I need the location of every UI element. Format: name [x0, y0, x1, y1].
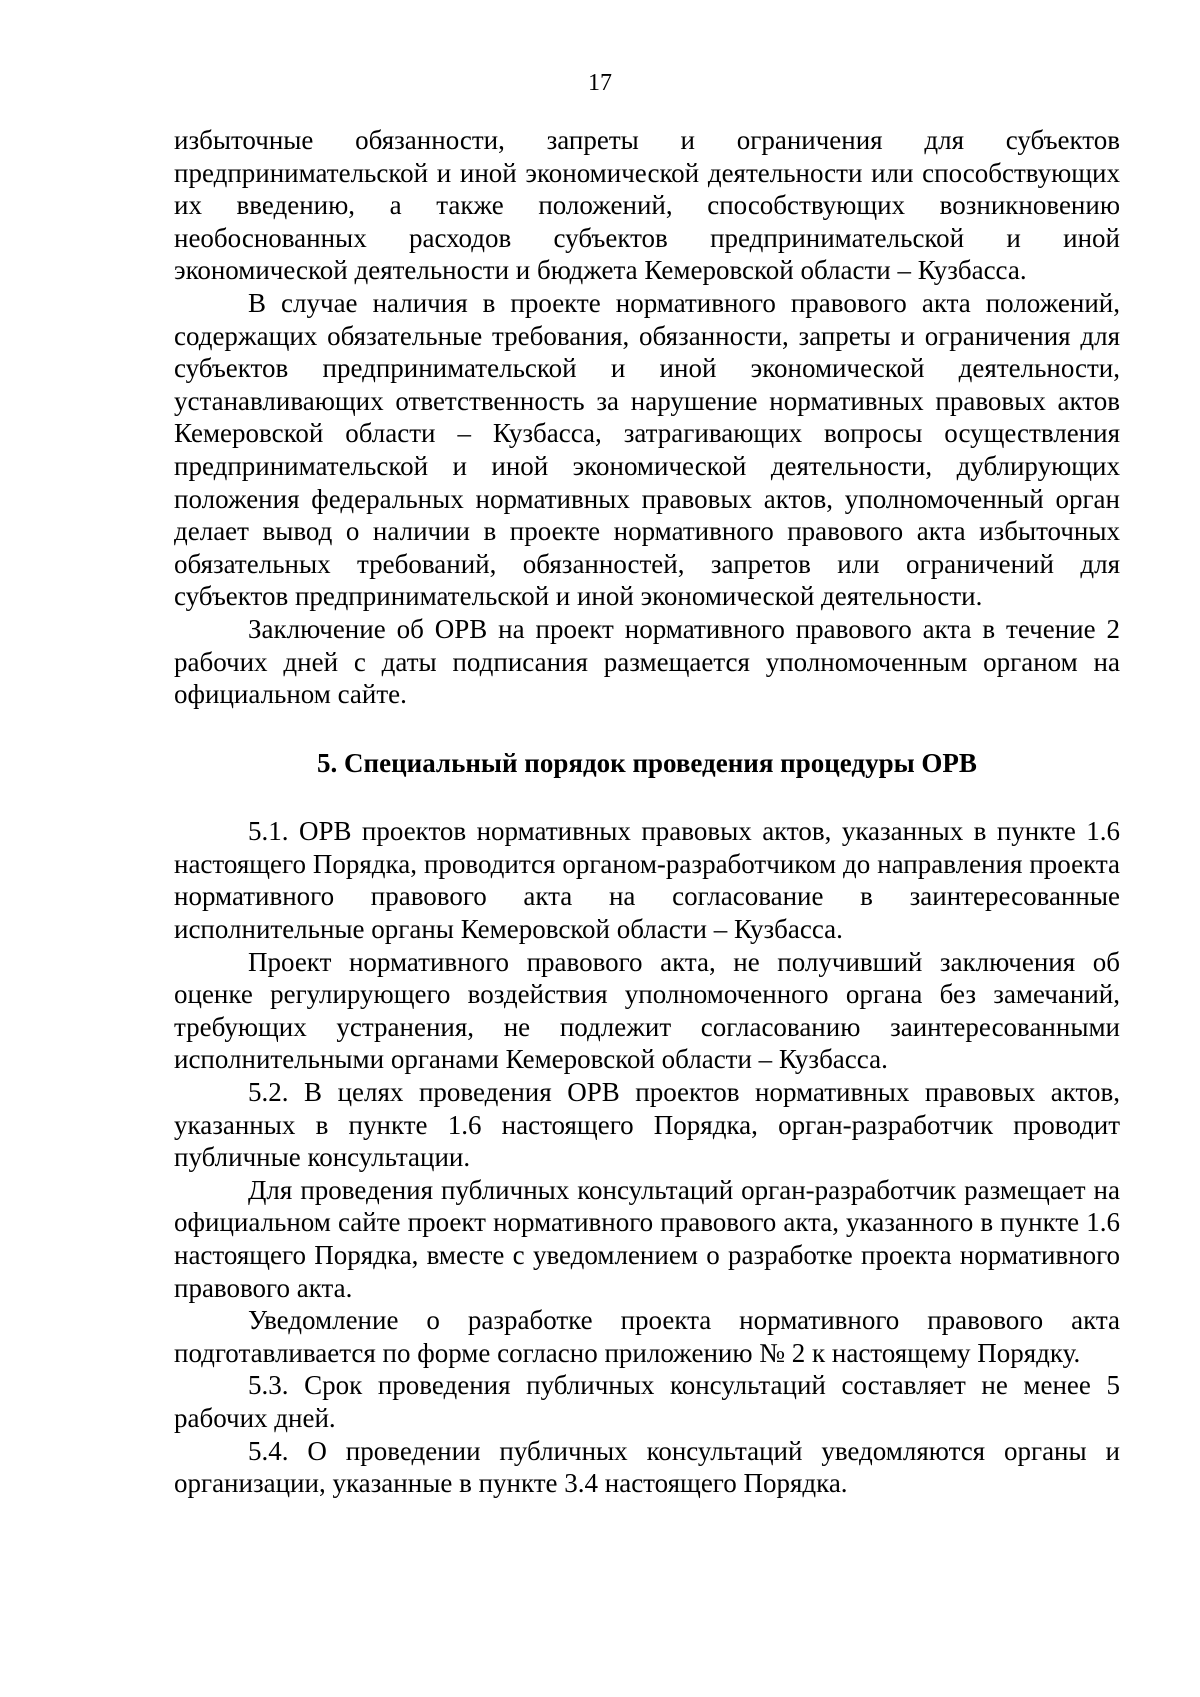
paragraph: Заключение об ОРВ на проект нормативного правового акта в течение 2 рабочих дней с даты подписания размещается уполномоченным органом на официальном сайте.	[174, 613, 1120, 710]
paragraph: Проект нормативного правового акта, не получивший заключения об оценке регулирующего воздействия уполномоченного органа без замечаний, требующих устранения, не подлежит согласованию заинтересованными исполнительными органами Кемеровской области – Кузбасса.	[174, 946, 1120, 1075]
paragraph: 5.1. ОРВ проектов нормативных правовых актов, указанных в пункте 1.6 настоящего Порядка, проводится органом-разработчиком до направления проекта нормативного правового акта на согласование в заинтересованные исполнительные органы Кемеровской области – Кузбасса.	[174, 816, 1120, 945]
paragraph-continuation: избыточные обязанности, запреты и ограничения для субъектов предпринимательской и иной экономической деятельности или способствующих их введению, а также положений, способствующих возникновению необоснованных расходов субъектов предпринимательской и иной экономической деятельности и бюджета Кемеровской области – Кузбасса.	[174, 125, 1120, 286]
document-body	[174, 124, 1120, 1500]
paragraph: Для проведения публичных консультаций орган-разработчик размещает на официальном сайте проект нормативного правового акта, указанного в пункте 1.6 настоящего Порядка, вместе с уведомлением о разработке проекта нормативного правового акта.	[174, 1174, 1120, 1303]
paragraph: В случае наличия в проекте нормативного правового акта положений, содержащих обязательные требования, обязанности, запреты и ограничения для субъектов предпринимательской и иной экономической деятельности, устанавливающих ответственность за нарушение нормативных правовых актов Кемеровской области – Кузбасса, затрагивающих вопросы осуществления предпринимательской и иной экономической деятельности, дублирующих положения федеральных нормативных правовых актов, уполномоченный орган делает вывод о наличии в проекте нормативного правового акта избыточных обязательных требований, обязанностей, запретов или ограничений для субъектов предпринимательской и иной экономической деятельности.	[174, 287, 1120, 612]
paragraph: Уведомление о разработке проекта нормативного правового акта подготавливается по форме согласно приложению № 2 к настоящему Порядку.	[174, 1305, 1120, 1368]
paragraph: 5.3. Срок проведения публичных консультаций составляет не менее 5 рабочих дней.	[174, 1370, 1120, 1433]
paragraph: 5.4. О проведении публичных консультаций уведомляются органы и организации, указанные в пункте 3.4 настоящего Порядка.	[174, 1435, 1120, 1499]
section-heading: 5. Специальный порядок проведения процедуры ОРВ	[317, 747, 977, 778]
page-number: 17	[588, 70, 612, 96]
paragraph: 5.2. В целях проведения ОРВ проектов нормативных правовых актов, указанных в пункте 1.6 настоящего Порядка, орган-разработчик проводит публичные консультации.	[174, 1077, 1120, 1173]
